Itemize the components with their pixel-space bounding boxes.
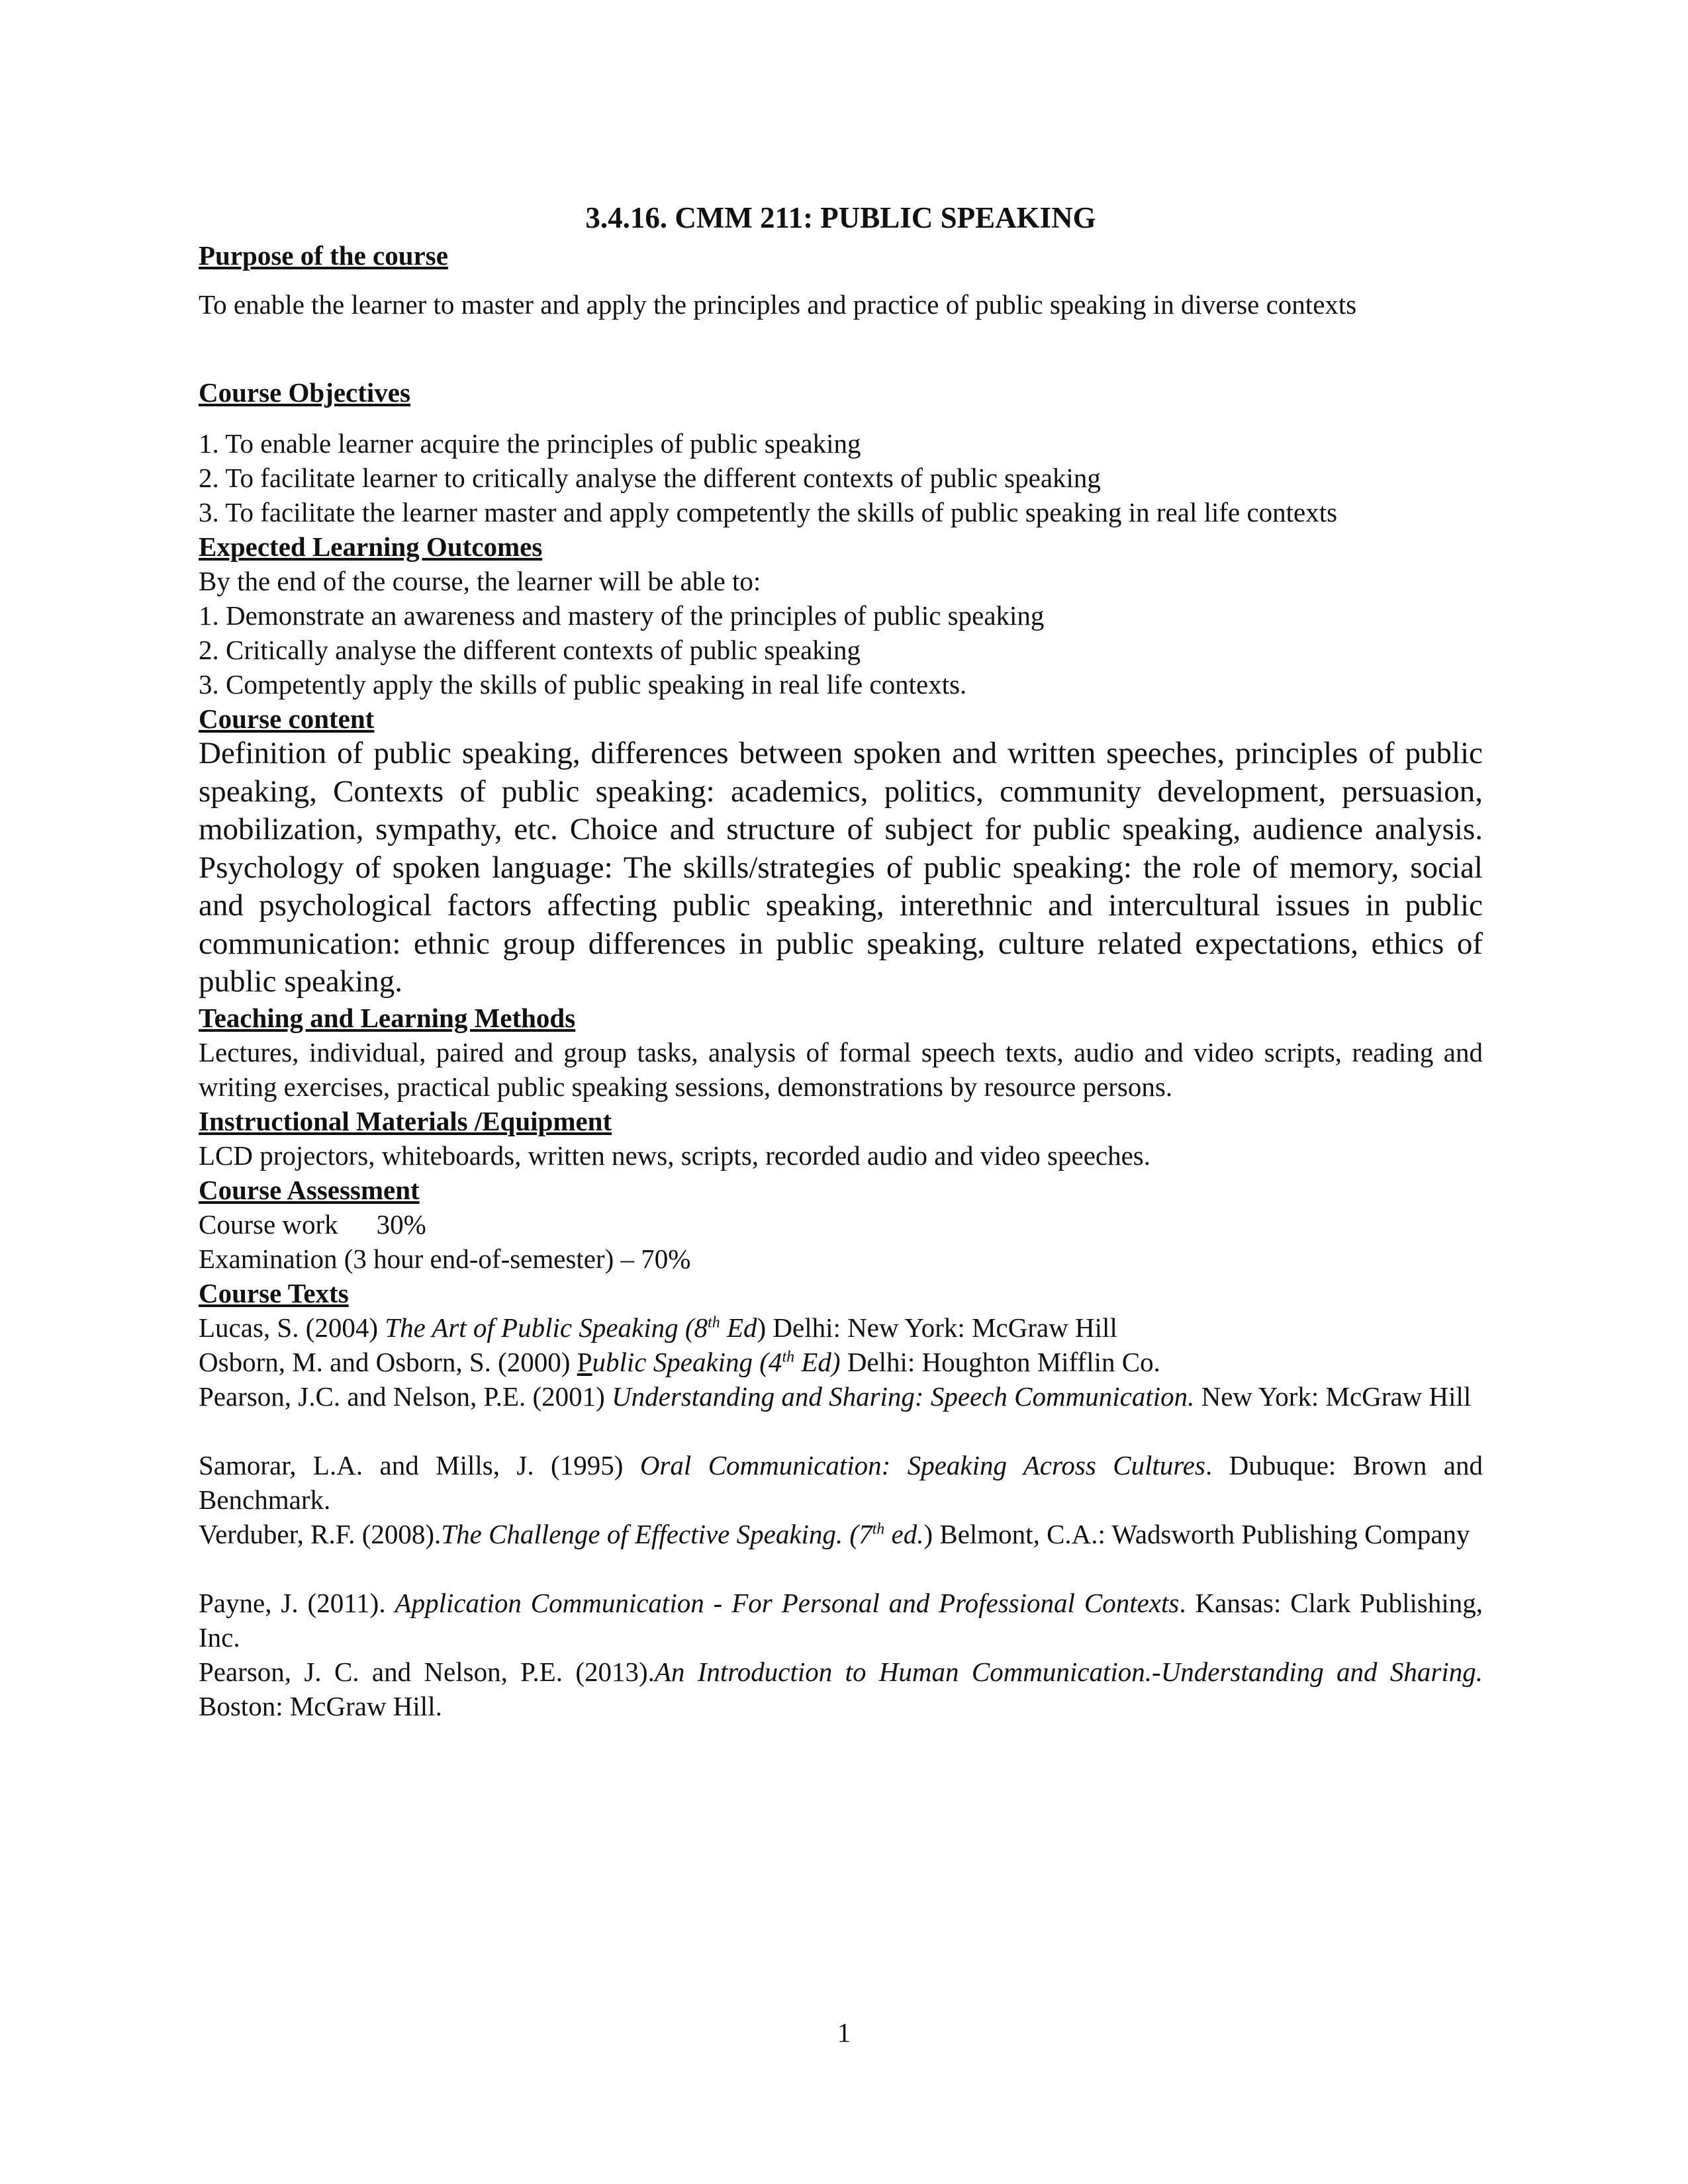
reference-item: Osborn, M. and Osborn, S. (2000) Public Speaking (4th Ed) Delhi: Houghton Mifflin Co. bbox=[199, 1347, 1160, 1377]
materials-text: LCD projectors, whiteboards, written news, scripts, recorded audio and video speeches. bbox=[199, 1140, 1151, 1171]
outcome-item: 2. Critically analyse the different contexts of public speaking bbox=[199, 635, 861, 665]
assessment-coursework bbox=[199, 1207, 426, 1242]
assessment-exam: Examination (3 hour end-of-semester) – 70% bbox=[199, 1244, 691, 1274]
purpose-text: To enable the learner to master and apply the principles and practice of public speaking in diverse contexts bbox=[199, 289, 1357, 320]
outcome-item: 3. Competently apply the skills of public speaking in real life contexts. bbox=[199, 669, 967, 700]
objective-item: 3. To facilitate the learner master and apply competently the skills of public speaking in real life contexts bbox=[199, 497, 1338, 527]
outcomes-intro: By the end of the course, the learner will be able to: bbox=[199, 566, 761, 596]
methods-text: Lectures, individual, paired and group tasks, analysis of formal speech texts, audio and video scripts, reading and writing exercises, practical public speaking sessions, demonstrations by resource persons. bbox=[199, 1037, 1483, 1102]
outcomes-heading: Expected Learning Outcomes bbox=[199, 531, 543, 562]
objectives-heading: Course Objectives bbox=[199, 377, 410, 408]
reference-item: Pearson, J. C. and Nelson, P.E. (2013).An Introduction to Human Communication.-Understanding and Sharing. Boston: McGraw Hill. bbox=[199, 1657, 1483, 1721]
assessment-heading: Course Assessment bbox=[199, 1175, 420, 1205]
texts-heading: Course Texts bbox=[199, 1278, 349, 1308]
reference-item: Lucas, S. (2004) The Art of Public Speaking (8th Ed) Delhi: New York: McGraw Hill bbox=[199, 1312, 1117, 1343]
reference-item: Samorar, L.A. and Mills, J. (1995) Oral Communication: Speaking Across Cultures. Dubuque: Brown and Benchmark. bbox=[199, 1450, 1483, 1515]
objective-item: 1. To enable learner acquire the principles of public speaking bbox=[199, 428, 861, 459]
outcome-item: 1. Demonstrate an awareness and mastery of the principles of public speaking bbox=[199, 600, 1045, 631]
methods-heading: Teaching and Learning Methods bbox=[199, 1003, 576, 1033]
page-title: 3.4.16. CMM 211: PUBLIC SPEAKING bbox=[585, 201, 1096, 234]
reference-item: Verduber, R.F. (2008).The Challenge of Effective Speaking. (7th ed.) Belmont, C.A.: Wadsworth Publishing Company bbox=[199, 1519, 1470, 1549]
coursework-label: Course work bbox=[199, 1209, 338, 1240]
coursework-value: 30% bbox=[376, 1209, 426, 1240]
reference-item: Pearson, J.C. and Nelson, P.E. (2001) Understanding and Sharing: Speech Communication. New York: McGraw Hill bbox=[199, 1381, 1472, 1412]
objective-item: 2. To facilitate learner to critically analyse the different contexts of public speaking bbox=[199, 463, 1101, 493]
content-text: Definition of public speaking, differences between spoken and written speeches, principles of public speaking, Contexts of public speaking: academics, politics, community development, persuasion, mobilization, sympathy, etc. Choice and structure of subject for public speaking, audience analysis. Psychology of spoken language: The skills/strategies of public speaking: the role of memory, social and psychological factors affecting public speaking, interethnic and intercultural issues in public communication: ethnic group differences in public speaking, culture related expectations, ethics of public speaking. bbox=[199, 736, 1483, 999]
materials-heading: Instructional Materials /Equipment bbox=[199, 1106, 612, 1136]
content-heading: Course content bbox=[199, 704, 375, 734]
reference-item: Payne, J. (2011). Application Communication - For Personal and Professional Contexts. Kansas: Clark Publishing, Inc. bbox=[199, 1588, 1483, 1653]
purpose-heading: Purpose of the course bbox=[199, 240, 448, 271]
page-number: 1 bbox=[837, 2017, 851, 2048]
